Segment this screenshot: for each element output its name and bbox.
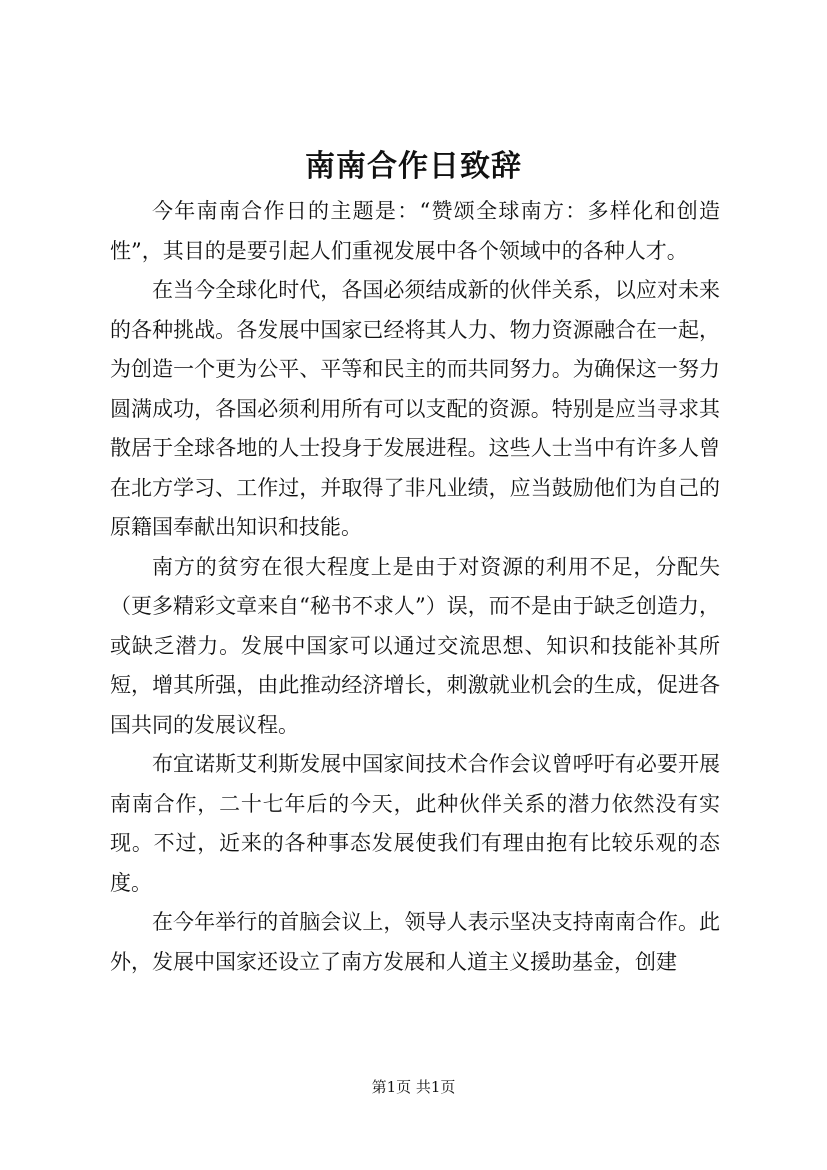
document-body (110, 192, 720, 982)
page-footer: 第1页 共1页 (371, 1078, 456, 1096)
paragraph-2: 在当今全球化时代，各国必须结成新的伙伴关系，以应对未来的各种挑战。各发展中国家已经将其人力、物力资源融合在一起，为创造一个更为公平、平等和民主的而共同努力。为确保这一努力圆满成功，各国必须利用所有可以支配的资源。特别是应当寻求其散居于全球各地的人士投身于发展进程。这些人士当中有许多人曾在北方学习、工作过，并取得了非凡业绩，应当鼓励他们为自己的原籍国奉献出知识和技能。 (110, 278, 720, 539)
document-title: 南南合作日致辞 (305, 149, 522, 184)
paragraph-3: 南方的贫穷在很大程度上是由于对资源的利用不足，分配失（更多精彩文章来自“秘书不求人”）误，而不是由于缺乏创造力，或缺乏潜力。发展中国家可以通过交流思想、知识和技能补其所短，增其所强，由此推动经济增长，刺激就业机会的生成，促进各国共同的发展议程。 (110, 554, 720, 737)
paragraph-1: 今年南南合作日的主题是：“赞颂全球南方：多样化和创造性”，其目的是要引起人们重视发展中各个领域中的各种人才。 (110, 199, 720, 263)
paragraph-4: 布宜诺斯艾利斯发展中国家间技术合作会议曾呼吁有必要开展南南合作，二十七年后的今天，此种伙伴关系的潜力依然没有实现。不过，近来的各种事态发展使我们有理由抱有比较乐观的态度。 (110, 752, 720, 895)
paragraph-5: 在今年举行的首脑会议上，领导人表示坚决支持南南合作。此外，发展中国家还设立了南方发展和人道主义援助基金，创建 (110, 910, 720, 974)
